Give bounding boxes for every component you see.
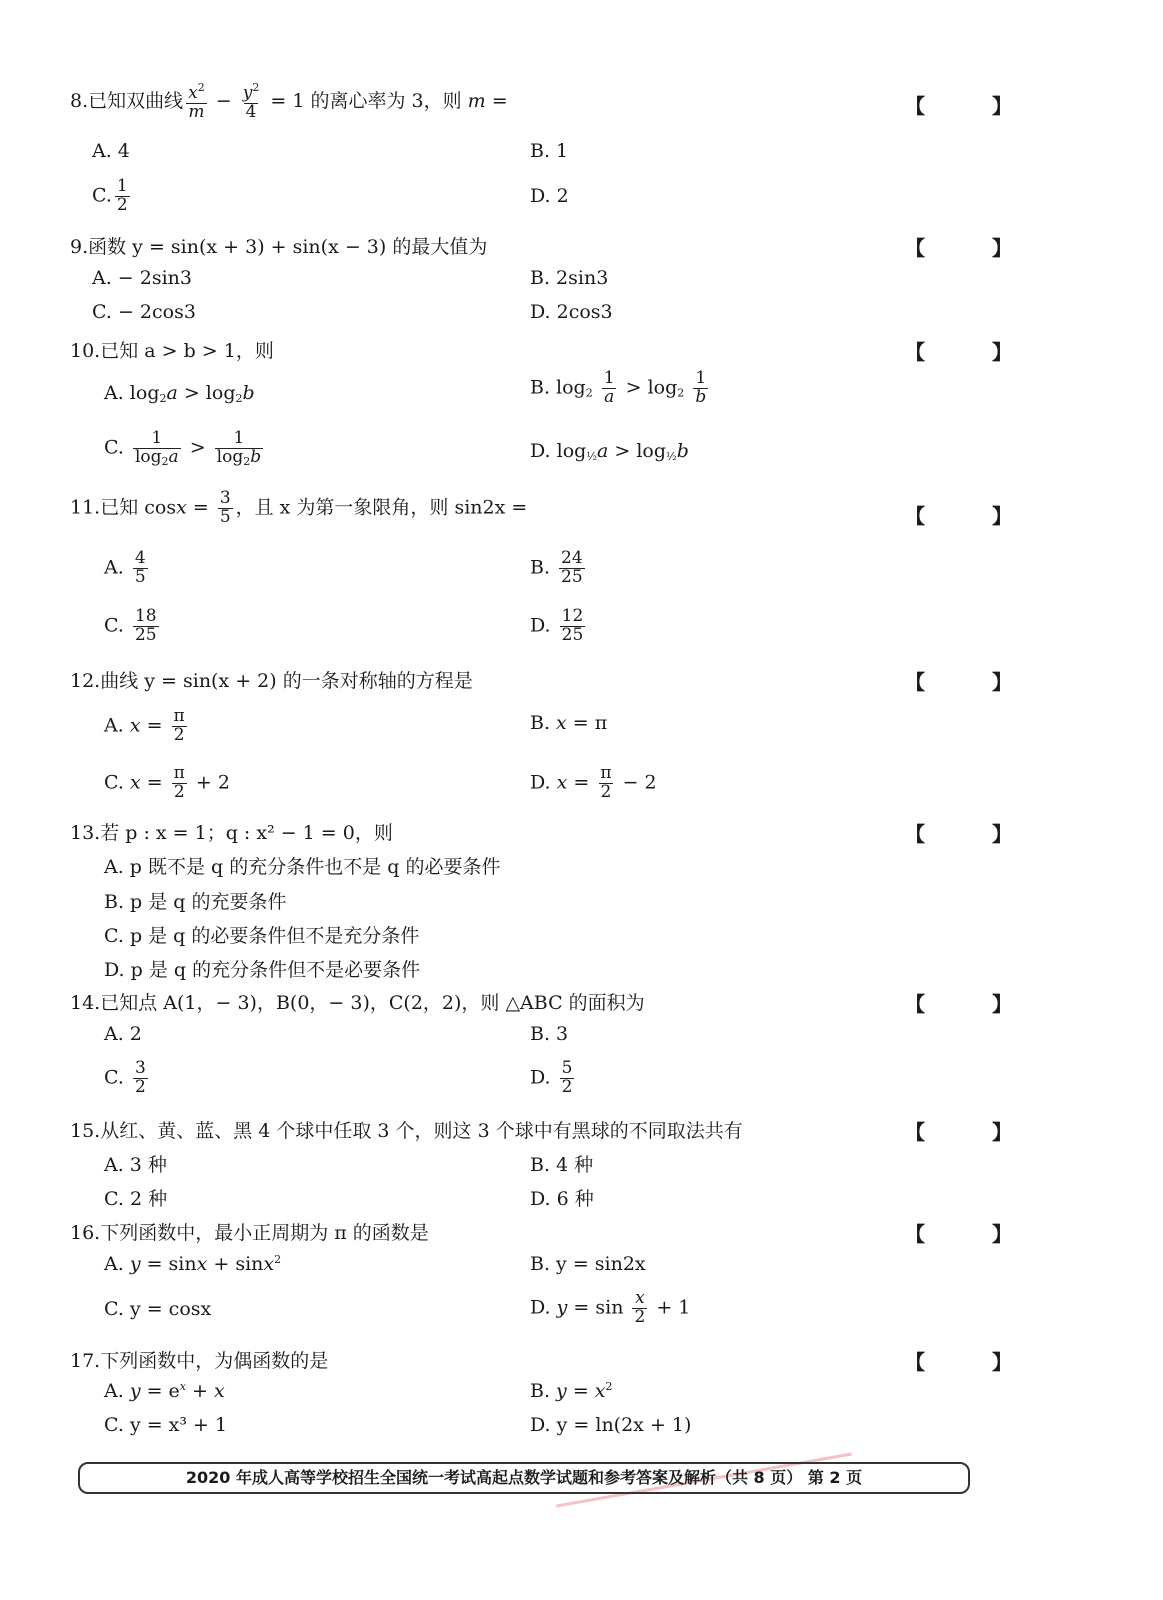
option-8a[interactable]: A. 4 — [92, 140, 130, 162]
question-13-stem: 13.若 p : x = 1；q : x² − 1 = 0，则 — [70, 822, 393, 844]
option-14c[interactable]: C. $\frac{3}{2}$ — [104, 1058, 146, 1097]
question-14-stem: 14.已知点 A(1，− 3)，B(0，− 3)，C(2，2)，则 △ABC 的面积为 — [70, 992, 645, 1014]
option-16d[interactable]: D. y = sin $\frac{x}{2}$ + 1 — [530, 1288, 691, 1327]
option-8b[interactable]: B. 1 — [530, 140, 569, 162]
option-12b[interactable]: B. x = π — [530, 712, 608, 734]
answer-bracket[interactable]: 【 】 — [905, 236, 1042, 260]
page-footer: 2020 年成人高等学校招生全国统一考试高起点数学试题和参考答案及解析（共 8 页） 第 2 页 — [78, 1462, 970, 1494]
answer-bracket[interactable]: 【 】 — [905, 340, 1042, 364]
option-14d[interactable]: D. $\frac{5}{2}$ — [530, 1058, 573, 1097]
option-8c[interactable]: C. $\frac{1}{2}$ — [92, 176, 128, 215]
option-12d[interactable]: D. x = $\frac{\pi}{2}$ − 2 — [530, 763, 657, 802]
option-17b[interactable]: B. $y = x^2$ — [530, 1380, 613, 1402]
option-11c[interactable]: C. $\frac{18}{25}$ — [104, 606, 157, 645]
option-13c[interactable]: C. p 是 q 的必要条件但不是充分条件 — [104, 925, 420, 947]
question-12-stem: 12.曲线 y = sin(x + 2) 的一条对称轴的方程是 — [70, 670, 473, 692]
option-15d[interactable]: D. 6 种 — [530, 1188, 594, 1210]
option-9a[interactable]: A. − 2sin3 — [92, 267, 193, 289]
option-16b[interactable]: B. y = sin2x — [530, 1253, 646, 1275]
option-17a[interactable]: A. $y = e^x + x$ — [104, 1380, 225, 1402]
option-10c[interactable]: C. $\frac{1}{\log_2a}$ > $\frac{1}{\log_2b}$ — [104, 428, 262, 468]
answer-bracket[interactable]: 【 】 — [905, 504, 1042, 528]
option-10d[interactable]: D. $\log_{\frac{1}{2}}a > \log_{\frac{1}{2}}b$ — [530, 440, 689, 463]
answer-bracket[interactable]: 【 】 — [905, 94, 1042, 118]
question-10-stem: 10.已知 a > b > 1，则 — [70, 340, 274, 362]
option-10b[interactable]: B. $\log_2$ $\frac{1}{a}$ > $\log_2$ $\frac{1}{b}$ — [530, 368, 707, 407]
option-14b[interactable]: B. 3 — [530, 1023, 569, 1045]
option-10a[interactable]: A. $\log_2a > \log_2b$ — [104, 382, 255, 405]
question-17-stem: 17.下列函数中，为偶函数的是 — [70, 1350, 329, 1372]
option-9b[interactable]: B. 2sin3 — [530, 267, 609, 289]
option-11a[interactable]: A. $\frac{4}{5}$ — [104, 548, 146, 587]
question-16-stem: 16.下列函数中，最小正周期为 π 的函数是 — [70, 1222, 429, 1244]
option-11b[interactable]: B. $\frac{24}{25}$ — [530, 548, 583, 587]
answer-bracket[interactable]: 【 】 — [905, 1350, 1042, 1374]
question-8-stem: 8.已知双曲线 $\frac{x^2}{m}$ − $\frac{y^2}{4}$ = 1 的离心率为 3，则 m = — [70, 81, 508, 122]
option-12a[interactable]: A. x = $\frac{\pi}{2}$ — [104, 706, 185, 745]
option-17d[interactable]: D. y = ln(2x + 1) — [530, 1414, 692, 1436]
option-12c[interactable]: C. x = $\frac{\pi}{2}$ + 2 — [104, 763, 230, 802]
option-8d[interactable]: D. 2 — [530, 185, 569, 207]
option-15a[interactable]: A. 3 种 — [104, 1154, 167, 1176]
option-13d[interactable]: D. p 是 q 的充分条件但不是必要条件 — [104, 959, 421, 981]
option-15c[interactable]: C. 2 种 — [104, 1188, 168, 1210]
answer-bracket[interactable]: 【 】 — [905, 992, 1042, 1016]
question-9-stem: 9.函数 y = sin(x + 3) + sin(x − 3) 的最大值为 — [70, 236, 488, 258]
option-9c[interactable]: C. − 2cos3 — [92, 301, 196, 323]
answer-bracket[interactable]: 【 】 — [905, 1120, 1042, 1144]
option-15b[interactable]: B. 4 种 — [530, 1154, 594, 1176]
option-13b[interactable]: B. p 是 q 的充要条件 — [104, 891, 287, 913]
answer-bracket[interactable]: 【 】 — [905, 1222, 1042, 1246]
option-17c[interactable]: C. y = x³ + 1 — [104, 1414, 228, 1436]
question-15-stem: 15.从红、黄、蓝、黑 4 个球中任取 3 个，则这 3 个球中有黑球的不同取法共有 — [70, 1120, 743, 1142]
option-9d[interactable]: D. 2cos3 — [530, 301, 613, 323]
option-11d[interactable]: D. $\frac{12}{25}$ — [530, 606, 584, 645]
option-13a[interactable]: A. p 既不是 q 的充分条件也不是 q 的必要条件 — [104, 856, 501, 878]
option-16a[interactable]: A. y = sinx + sinx$^2$ — [104, 1253, 282, 1275]
option-14a[interactable]: A. 2 — [104, 1023, 142, 1045]
answer-bracket[interactable]: 【 】 — [905, 670, 1042, 694]
option-16c[interactable]: C. y = cosx — [104, 1298, 212, 1320]
question-11-stem: 11.已知 cosx = $\frac{3}{5}$ ，且 x 为第一象限角，则 sin2x = — [70, 488, 528, 527]
answer-bracket[interactable]: 【 】 — [905, 822, 1042, 846]
